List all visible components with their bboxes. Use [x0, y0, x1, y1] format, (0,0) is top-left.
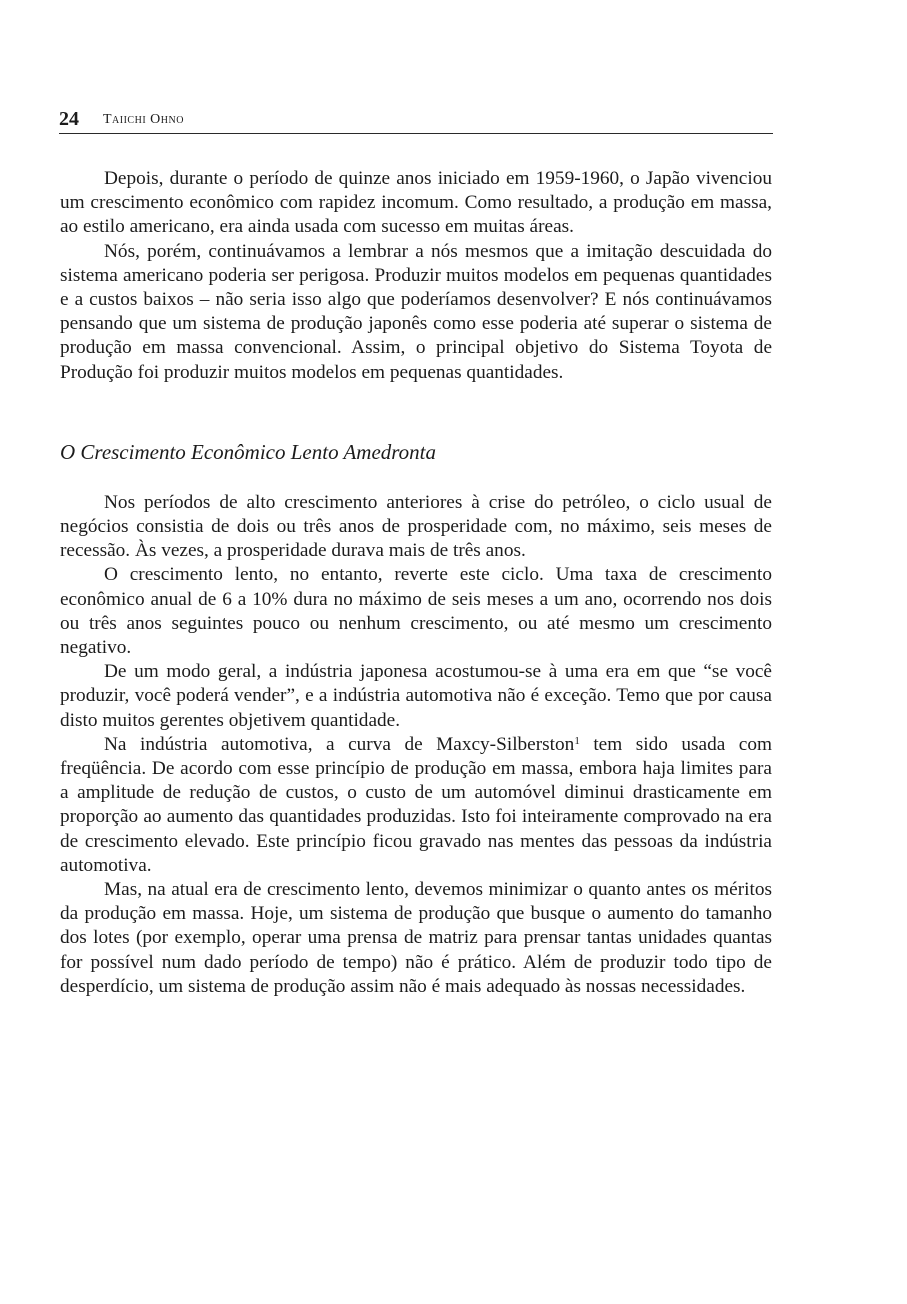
paragraph-4: O crescimento lento, no entanto, reverte este ciclo. Uma taxa de crescimento econômico anual de 6 a 10% dura no máximo de seis meses a um ano, ocorrendo nos dois ou três anos seguintes pouco ou nenhum crescimento, ou até mesmo um crescimento negativo.	[60, 564, 772, 659]
paragraph-6-start: Na indústria automotiva, a curva de Maxcy-Silberston	[104, 733, 575, 755]
paragraph-2: Nós, porém, continuávamos a lembrar a nós mesmos que a imitação descuidada do sistema americano poderia ser perigosa. Produzir muitos modelos em pequenas quantidades e a custos baixos – não seria isso algo que poderíamos desenvolver? E nós continuávamos pensando que um sistema de produção japonês como esse poderia até superar o sistema de produção em massa convencional. Assim, o principal objetivo do Sistema Toyota de Produção foi produzir muitos modelos em pequenas quantidades.	[60, 240, 772, 383]
paragraph-5: De um modo geral, a indústria japonesa acostumou-se à uma era em que “se você produzir, você poderá vender”, e a indústria automotiva não é exceção. Temo que por causa disto muitos gerentes objetivem quantidade.	[60, 661, 772, 731]
footnote-mark[interactable]: 1	[574, 734, 580, 747]
section-heading: O Crescimento Econômico Lento Amedronta	[60, 439, 437, 464]
body-text	[60, 167, 772, 999]
page-header	[59, 107, 773, 134]
page-number: 24	[59, 108, 79, 130]
paragraph-3: Nos períodos de alto crescimento anteriores à crise do petróleo, o ciclo usual de negócios consistia de dois ou três anos de prosperidade com, no máximo, seis meses de recessão. Às vezes, a prosperidade durava mais de três anos.	[60, 491, 772, 562]
running-head-author: Taiichi Ohno	[103, 112, 184, 127]
paragraph-7: Mas, na atual era de crescimento lento, devemos minimizar o quanto antes os méritos da produção em massa. Hoje, um sistema de produção que busque o aumento do tamanho dos lotes (por exemplo, operar uma prensa de matriz para prensar tantas unidades quantas for possível num dado período de tempo) não é prático. Além de produzir todo tipo de desperdício, um sistema de produção assim não é mais adequado às nossas necessidades.	[60, 879, 772, 997]
paragraph-1: Depois, durante o período de quinze anos iniciado em 1959-1960, o Japão vivenciou um crescimento econômico com rapidez incomum. Como resultado, a produção em massa, ao estilo americano, era ainda usada com sucesso em muitas áreas.	[60, 168, 772, 238]
paragraph-6-end: tem sido usada com freqüência. De acordo com esse princípio de produção em massa, embora haja limites para a amplitude de redução de custos, o custo de um automóvel diminui drasticamente em proporção ao aumento das quantidades produzidas. Isto foi inteiramente comprovado na era de crescimento elevado. Este princípio ficou gravado nas mentes das pessoas da indústria automotiva.	[60, 733, 772, 876]
paragraph-6	[60, 733, 772, 878]
